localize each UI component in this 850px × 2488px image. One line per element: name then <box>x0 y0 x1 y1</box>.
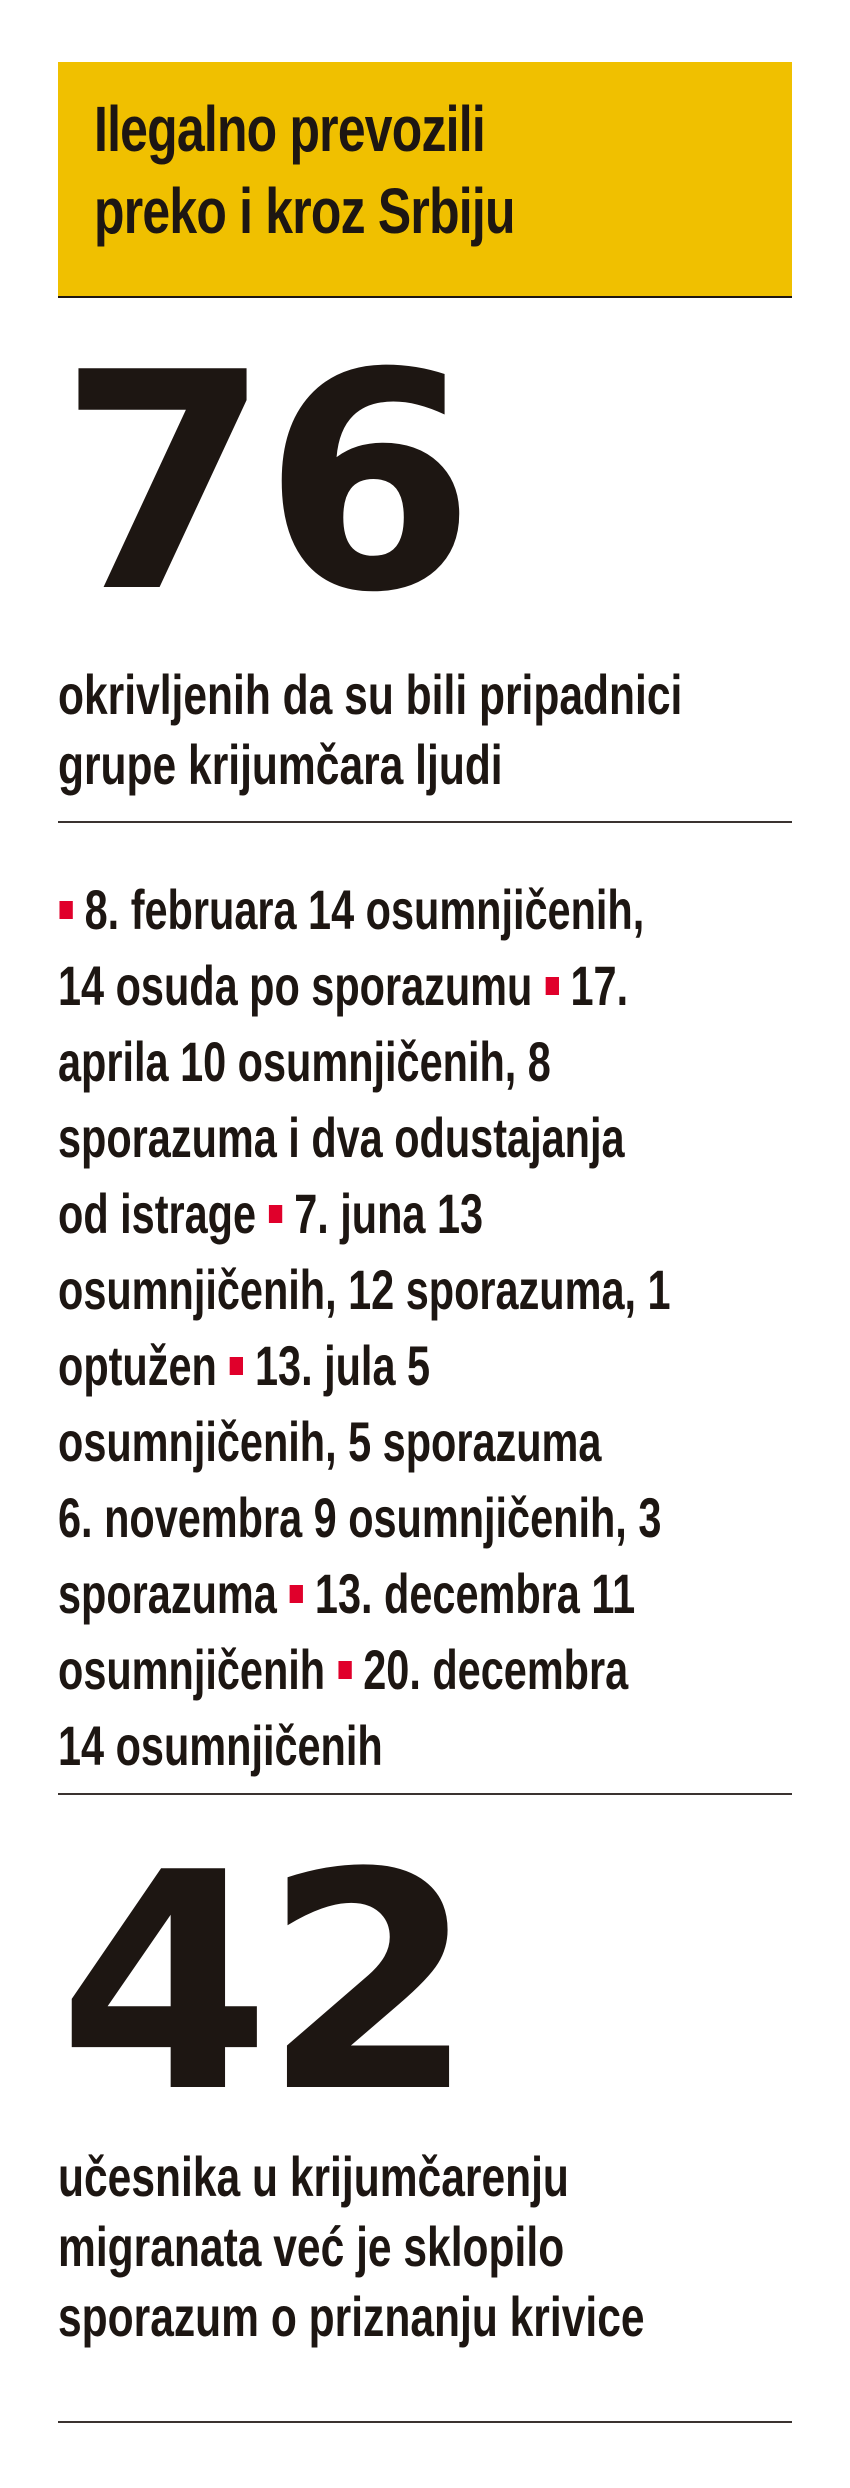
timeline-text-segment: osumnjičenih <box>58 1638 326 1701</box>
stat-1-caption <box>58 660 850 800</box>
timeline-text-segment: osumnjičenih, 5 sporazuma <box>58 1410 602 1473</box>
divider <box>58 1793 792 1795</box>
bullet-square-icon <box>545 977 558 995</box>
timeline-line <box>58 948 671 1024</box>
bullet-square-icon <box>59 901 72 919</box>
timeline-line <box>58 1100 671 1176</box>
timeline-line <box>58 1556 671 1632</box>
timeline-line <box>58 1708 671 1784</box>
timeline-text-segment: 7. juna 13 <box>294 1182 484 1245</box>
timeline-line <box>58 1024 671 1100</box>
timeline-text-segment: 6. novembra 9 osumnjičenih, 3 <box>58 1486 662 1549</box>
title-line-1: Ilegalno prevozili <box>94 93 485 165</box>
stat-1-number: 76 <box>58 309 468 658</box>
infographic-panel <box>58 62 792 2348</box>
timeline-text-segment: aprila 10 osumnjičenih, 8 <box>58 1030 551 1093</box>
timeline-text-segment: 8. februara 14 osumnjičenih, <box>84 878 645 941</box>
title-line-2: preko i kroz Srbiju <box>94 175 515 247</box>
timeline-text-segment: 20. decembra <box>363 1638 629 1701</box>
stat-1-caption-line: grupe krijumčara ljudi <box>58 733 503 796</box>
timeline-line <box>58 1252 671 1328</box>
timeline-line <box>58 1176 671 1252</box>
stat-2-caption-line: sporazum o priznanju krivice <box>58 2285 645 2348</box>
timeline-line <box>58 872 671 948</box>
bullet-square-icon <box>338 1661 351 1679</box>
stat-2-caption-line: migranata već je sklopilo <box>58 2215 565 2278</box>
timeline-text-segment: 13. jula 5 <box>254 1334 431 1397</box>
timeline-text-segment: 14 osumnjičenih <box>58 1714 383 1777</box>
timeline-text-segment: 13. decembra 11 <box>314 1562 636 1625</box>
timeline-line <box>58 1480 671 1556</box>
stat-2-number: 42 <box>58 1809 468 2158</box>
timeline-text-segment: optužen <box>58 1334 217 1397</box>
bullet-square-icon <box>230 1357 243 1375</box>
timeline-text-segment: sporazuma <box>58 1562 277 1625</box>
bullet-square-icon <box>290 1585 303 1603</box>
timeline-text-segment: osumnjičenih, 12 sporazuma, 1 <box>58 1258 671 1321</box>
timeline-line <box>58 1404 671 1480</box>
timeline-text <box>58 872 850 1784</box>
bullet-square-icon <box>269 1205 282 1223</box>
timeline-text-segment: sporazuma i dva odustajanja <box>58 1106 625 1169</box>
timeline-text-segment: 17. <box>570 954 629 1017</box>
title-box <box>58 62 792 298</box>
divider <box>58 821 792 823</box>
stat-2-caption-line: učesnika u krijumčarenju <box>58 2145 569 2208</box>
stat-2-caption <box>58 2142 830 2352</box>
divider <box>58 2421 792 2423</box>
timeline-line <box>58 1632 671 1708</box>
timeline-line <box>58 1328 671 1404</box>
stat-1-caption-line: okrivljenih da su bili pripadnici <box>58 663 683 726</box>
timeline-text-segment: 14 osuda po sporazumu <box>58 954 533 1017</box>
timeline-text-segment: od istrage <box>58 1182 257 1245</box>
